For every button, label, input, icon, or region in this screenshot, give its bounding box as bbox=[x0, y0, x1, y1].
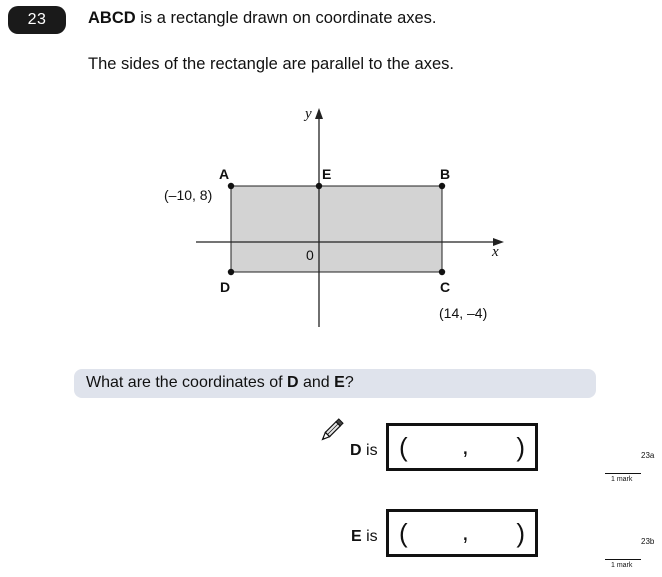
prompt-bold-e: E bbox=[334, 374, 345, 391]
point-b-dot bbox=[439, 183, 445, 189]
answer-d-box[interactable] bbox=[386, 423, 538, 471]
question-number-badge: 23 bbox=[8, 6, 66, 34]
question-line-2: The sides of the rectangle are parallel to the axes. bbox=[88, 55, 454, 73]
label-e: E bbox=[322, 166, 332, 182]
x-axis-label: x bbox=[492, 244, 499, 260]
answer-d-paren-open: ( bbox=[399, 432, 408, 462]
answer-d-paren-close: ) bbox=[516, 432, 525, 462]
point-c-dot bbox=[439, 269, 445, 275]
y-axis-arrow bbox=[315, 108, 323, 119]
answer-d-rest: is bbox=[361, 442, 378, 459]
mark-line-23b bbox=[605, 559, 641, 560]
label-d: D bbox=[220, 279, 231, 295]
answer-d-comma: , bbox=[462, 433, 469, 460]
point-a-dot bbox=[228, 183, 234, 189]
answer-d-label bbox=[350, 442, 378, 460]
label-c: C bbox=[440, 279, 451, 295]
prompt-text-3: ? bbox=[344, 374, 354, 391]
pencil-icon bbox=[318, 418, 344, 444]
origin-label: 0 bbox=[306, 247, 314, 263]
coord-a-label: (–10, 8) bbox=[164, 187, 213, 203]
prompt-text-2: and bbox=[298, 374, 335, 391]
answer-e-label bbox=[351, 528, 378, 546]
mark-line-23a bbox=[605, 473, 641, 474]
answer-e-box[interactable] bbox=[386, 509, 538, 557]
point-d-dot bbox=[228, 269, 234, 275]
question-prompt bbox=[86, 374, 354, 392]
coord-c-label: (14, –4) bbox=[439, 305, 488, 321]
prompt-text-1: What are the coordinates of bbox=[86, 374, 287, 391]
point-e-dot bbox=[316, 183, 322, 189]
prompt-bold-d: D bbox=[287, 374, 299, 391]
mark-id-23a: 23a bbox=[641, 451, 655, 460]
answer-e-comma: , bbox=[462, 519, 469, 546]
rectangle-abcd bbox=[231, 186, 442, 272]
answer-e-paren-close: ) bbox=[516, 518, 525, 548]
answer-e-bold: E bbox=[351, 528, 362, 545]
intro-bold-abcd: ABCD bbox=[88, 9, 136, 27]
mark-id-23b: 23b bbox=[641, 537, 655, 546]
mark-text-23b: 1 mark bbox=[611, 562, 633, 569]
y-axis-label: y bbox=[305, 106, 312, 122]
label-b: B bbox=[440, 166, 451, 182]
label-a: A bbox=[219, 166, 230, 182]
intro-rest: is a rectangle drawn on coordinate axes. bbox=[135, 9, 437, 27]
answer-e-rest: is bbox=[361, 528, 378, 545]
question-prompt-bar bbox=[74, 369, 596, 398]
answer-e-paren-open: ( bbox=[399, 518, 408, 548]
answer-d-bold: D bbox=[350, 442, 362, 459]
mark-text-23a: 1 mark bbox=[611, 476, 633, 483]
